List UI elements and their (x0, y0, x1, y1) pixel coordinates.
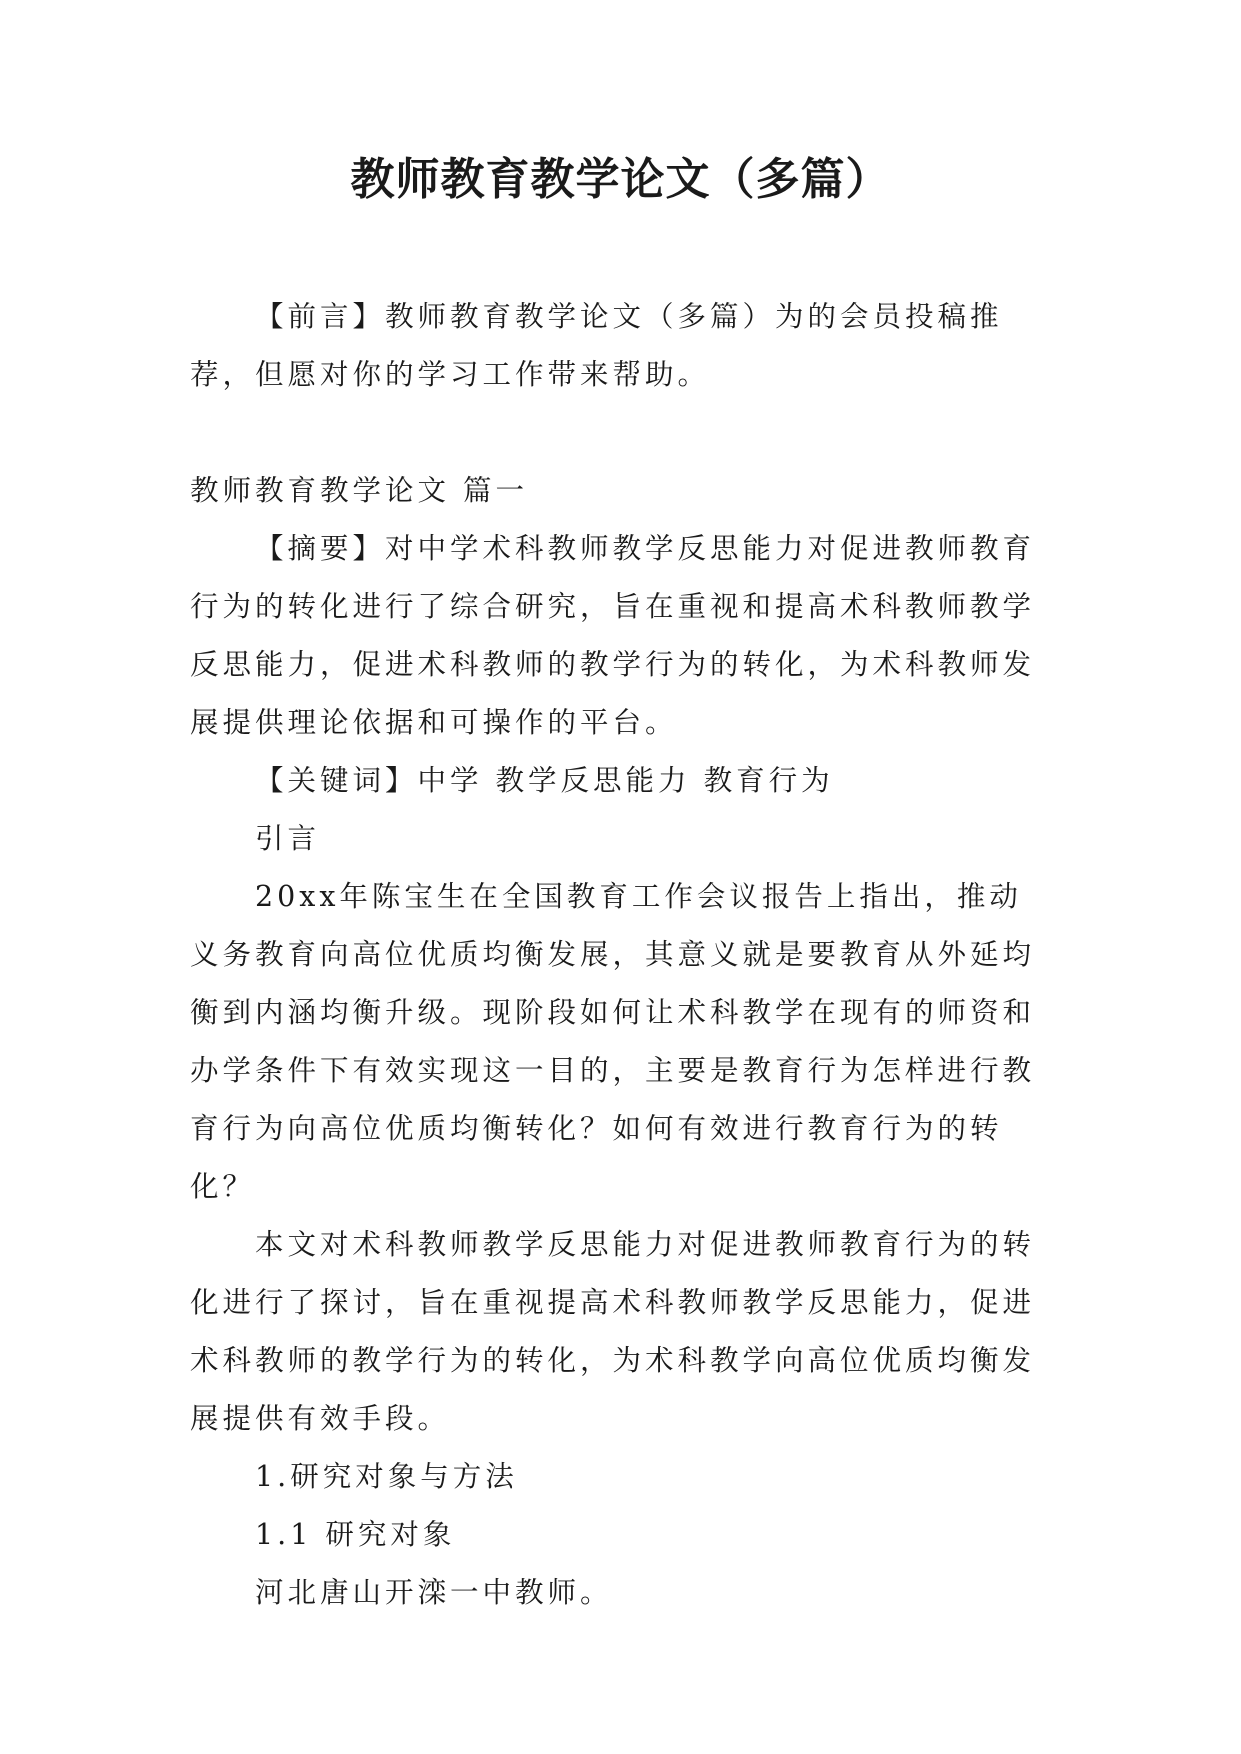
subject-paragraph: 河北唐山开滦一中教师。 (255, 1576, 613, 1609)
section-heading-1: 1.研究对象与方法 (255, 1460, 518, 1493)
keywords-paragraph: 【关键词】中学 教学反思能力 教育行为 (255, 764, 834, 797)
document-body (190, 288, 1050, 1622)
section-heading-1-1: 1.1 研究对象 (255, 1518, 456, 1551)
intro-paragraph-2: 本文对术科教师教学反思能力对促进教师教育行为的转化进行了探讨，旨在重视提高术科教师教学反思能力，促进术科教师的教学行为的转化，为术科教学向高位优质均衡发展提供有效手段。 (190, 1228, 1036, 1435)
intro-paragraph-1: 20xx年陈宝生在全国教育工作会议报告上指出，推动义务教育向高位优质均衡发展，其意义就是要教育从外延均衡到内涵均衡升级。现阶段如何让术科教学在现有的师资和办学条件下有效实现这一目的，主要是教育行为怎样进行教育行为向高位优质均衡转化？如何有效进行教育行为的转化？ (190, 880, 1036, 1203)
preface-paragraph: 【前言】教师教育教学论文（多篇）为的会员投稿推荐，但愿对你的学习工作带来帮助。 (190, 300, 1003, 391)
document-title: 教师教育教学论文（多篇） (350, 154, 891, 205)
section-heading: 教师教育教学论文 篇一 (190, 474, 529, 507)
abstract-paragraph: 【摘要】对中学术科教师教学反思能力对促进教师教育行为的转化进行了综合研究，旨在重视和提高术科教师教学反思能力，促进术科教师的教学行为的转化，为术科教师发展提供理论依据和可操作的平台。 (190, 532, 1036, 739)
intro-heading: 引言 (255, 822, 321, 855)
